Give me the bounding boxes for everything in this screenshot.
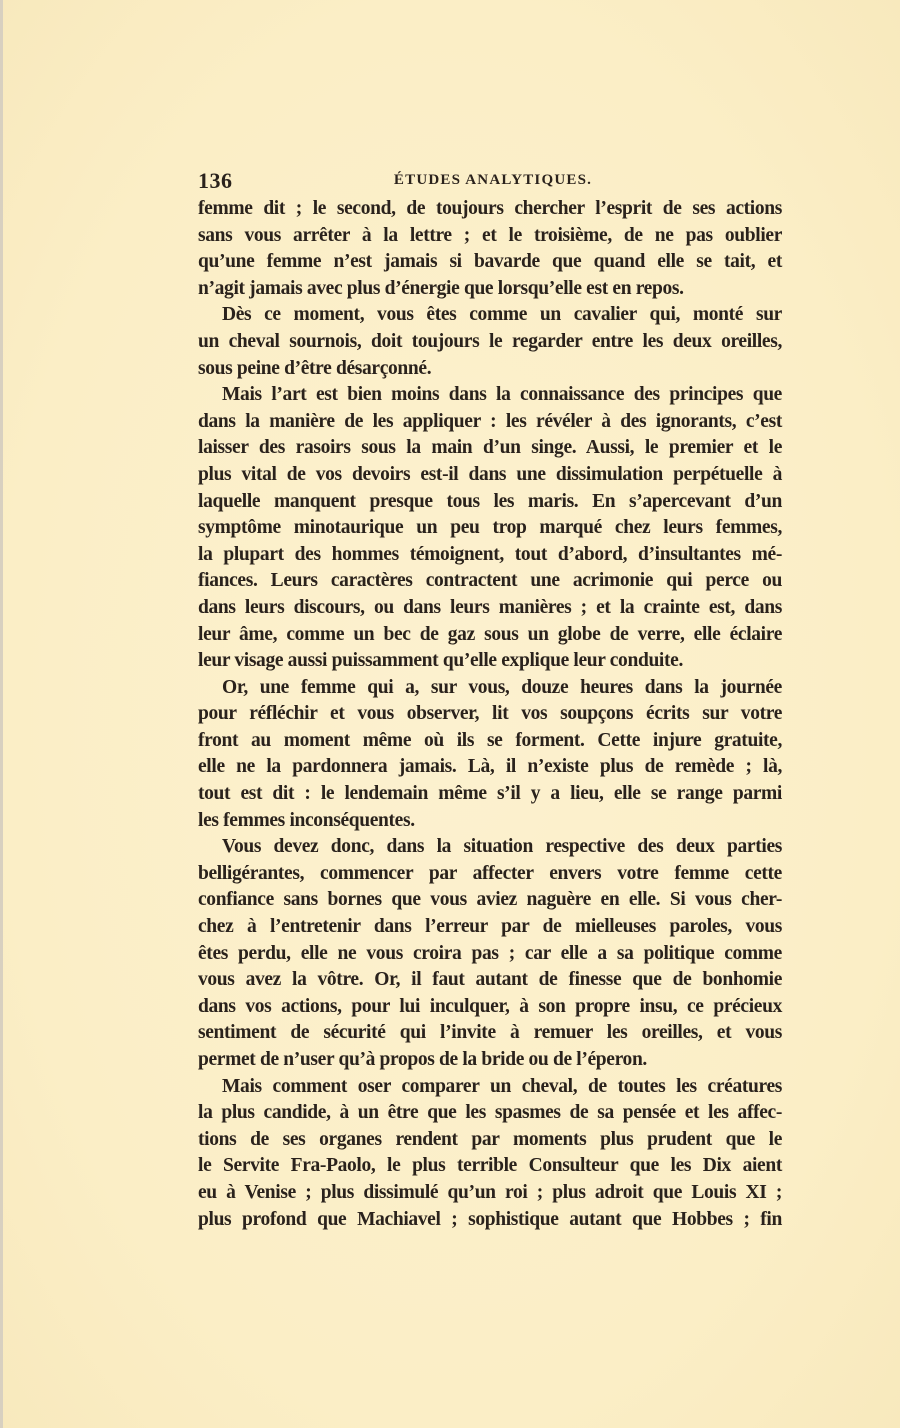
page-header	[198, 168, 780, 192]
text-line: dans la manière de les appliquer : les révéler à des ignorants, c’est	[198, 410, 782, 432]
text-line: un cheval sournois, doit toujours le regarder entre les deux oreilles,	[198, 330, 782, 352]
text-line: tions de ses organes rendent par moments plus prudent que le	[198, 1128, 782, 1150]
text-line: elle ne la pardonnera jamais. Là, il n’existe plus de remède ; là,	[198, 756, 782, 778]
paragraph	[198, 382, 782, 675]
text-line: le Servite Fra-Paolo, le plus terrible Consulteur que les Dix aient	[198, 1155, 782, 1177]
text-line: Dès ce moment, vous êtes comme un cavalier qui, monté sur	[222, 304, 782, 326]
text-line: tout est dit : le lendemain même s’il y a lieu, elle se range parmi	[198, 783, 782, 805]
text-line: êtes perdu, elle ne vous croira pas ; car elle a sa politique comme	[198, 942, 782, 964]
paragraph	[198, 302, 782, 382]
text-line: pour réfléchir et vous observer, lit vos soupçons écrits sur votre	[198, 703, 782, 725]
text-line: les femmes inconséquentes.	[198, 809, 415, 831]
text-line: n’agit jamais avec plus d’énergie que lorsqu’elle est en repos.	[198, 277, 684, 299]
text-line: dans leurs discours, ou dans leurs manières ; et la crainte est, dans	[198, 596, 782, 618]
text-line: belligérantes, commencer par affecter envers votre femme cette	[198, 862, 782, 884]
text-line: front au moment même où ils se forment. Cette injure gratuite,	[198, 729, 782, 751]
text-line: dans vos actions, pour lui inculquer, à son propre insu, ce précieux	[198, 995, 782, 1017]
text-line: laisser des rasoirs sous la main d’un singe. Aussi, le premier et le	[198, 437, 782, 459]
text-line: eu à Venise ; plus dissimulé qu’un roi ; plus adroit que Louis XI ;	[198, 1181, 782, 1203]
paragraph	[198, 196, 782, 302]
page-edge	[0, 0, 3, 1428]
paragraph	[198, 834, 782, 1073]
text-line: sans vous arrêter à la lettre ; et le troisième, de ne pas oublier	[198, 224, 782, 246]
text-line: Mais comment oser comparer un cheval, de toutes les créatures	[222, 1075, 782, 1097]
text-line: qu’une femme n’est jamais si bavarde que quand elle se tait, et	[198, 251, 782, 273]
text-line: chez à l’entretenir dans l’erreur par de mielleuses paroles, vous	[198, 916, 782, 938]
running-head: ÉTUDES ANALYTIQUES.	[393, 172, 593, 188]
text-line: symptôme minotaurique un peu trop marqué chez leurs femmes,	[198, 517, 782, 539]
text-line: Mais l’art est bien moins dans la connaissance des principes que	[222, 384, 782, 406]
paragraph	[198, 675, 782, 835]
page-number: 136	[198, 168, 233, 193]
text-line: leur visage aussi puissamment qu’elle explique leur conduite.	[198, 650, 683, 672]
text-line: plus vital de vos devoirs est-il dans une dissimulation perpétuelle à	[198, 463, 782, 485]
text-line: sous peine d’être désarçonné.	[198, 357, 432, 379]
text-line: femme dit ; le second, de toujours chercher l’esprit de ses actions	[198, 198, 782, 219]
text-line: vous avez la vôtre. Or, il faut autant de finesse que de bonhomie	[198, 969, 782, 991]
text-line: permet de n’user qu’à propos de la bride ou de l’éperon.	[198, 1049, 647, 1070]
text-line: Or, une femme qui a, sur vous, douze heures dans la journée	[222, 676, 782, 698]
body-text	[198, 196, 782, 1233]
paragraph	[198, 1074, 782, 1234]
text-line: plus profond que Machiavel ; sophistique autant que Hobbes ; fin	[198, 1208, 782, 1230]
text-line: la plupart des hommes témoignent, tout d’abord, d’insultantes mé-	[198, 543, 782, 565]
text-line: confiance sans bornes que vous aviez naguère en elle. Si vous cher-	[198, 889, 782, 911]
text-line: Vous devez donc, dans la situation respective des deux parties	[222, 836, 782, 858]
text-line: laquelle manquent presque tous les maris. En s’apercevant d’un	[198, 490, 782, 512]
text-line: sentiment de sécurité qui l’invite à remuer les oreilles, et vous	[198, 1022, 782, 1044]
text-line: fiances. Leurs caractères contractent une acrimonie qui perce ou	[198, 570, 782, 592]
text-line: la plus candide, à un être que les spasmes de sa pensée et les affec-	[198, 1102, 782, 1124]
text-line: leur âme, comme un bec de gaz sous un globe de verre, elle éclaire	[198, 623, 782, 645]
